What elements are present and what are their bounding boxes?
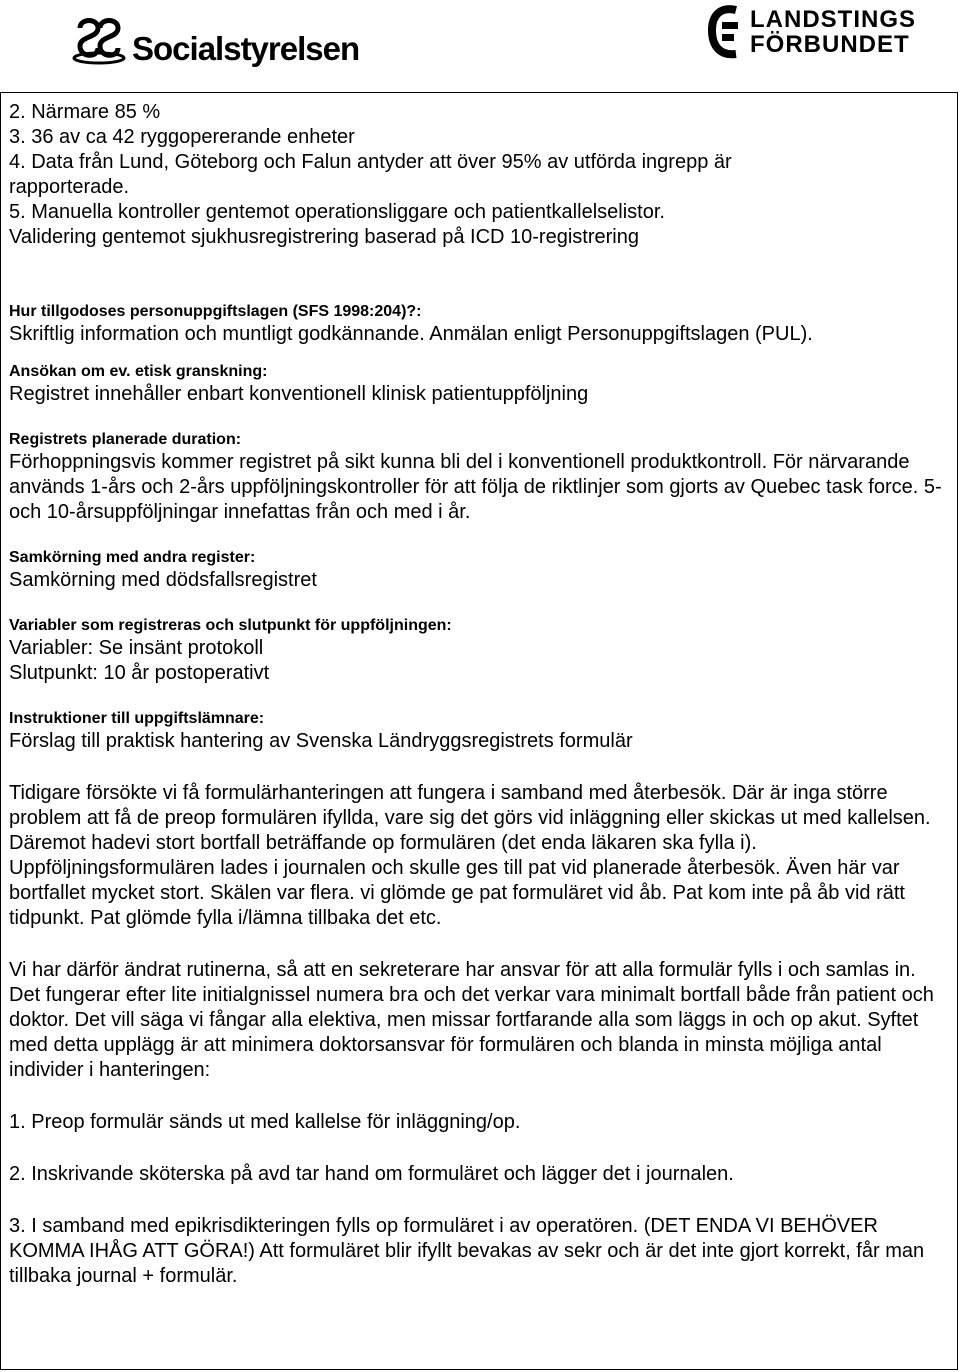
section-label: Registrets planerade duration: bbox=[9, 431, 242, 448]
list-item: 4. Data från Lund, Göteborg och Falun antyder att över 95% av utförda ingrepp är bbox=[9, 151, 732, 173]
paragraph: Tidigare försökte vi få formulärhanteringen att fungera i samband med återbesök. Där är inga större problem att få de preop formulären ifyllda, vare sig det görs vid inläggning eller skickas ut med kallelsen. Däremot hadevi stort bortfall beträffande op formulären (det enda läkaren ska fylla i). Uppföljningsformulären lades i journalen och skulle ges till pat vid planerade återbesök. Även här var bortfallet mycket stort. Skälen var flera. vi glömde ge pat formuläret vid åb. Pat kom inte på åb vid rätt tidpunkt. Pat glömde fylla i/lämna tillbaka det etc. bbox=[9, 782, 931, 929]
step-item: 1. Preop formulär sänds ut med kallelse för inläggning/op. bbox=[9, 1111, 521, 1133]
list-item: Validering gentemot sjukhusregistrering baserad på ICD 10-registrering bbox=[9, 226, 639, 248]
forbundet-wordmark: FÖRBUNDET bbox=[750, 31, 910, 58]
section-ethics bbox=[9, 362, 949, 407]
list-item: 2. Närmare 85 % bbox=[9, 101, 161, 123]
section-text: Förslag till praktisk hantering av Svenska Ländryggsregistrets formulär bbox=[9, 730, 633, 752]
step-item: 2. Inskrivande sköterska på avd tar hand om formuläret och lägger det i journalen. bbox=[9, 1163, 734, 1185]
section-text: Samkörning med dödsfallsregistret bbox=[9, 569, 317, 591]
section-instructions bbox=[9, 709, 949, 754]
section-text: Registret innehåller enbart konventionell klinisk patientuppföljning bbox=[9, 383, 589, 405]
section-text: Variabler: Se insänt protokoll bbox=[9, 637, 264, 659]
section-label: Hur tillgodoses personuppgiftslagen (SFS 1998:204)?: bbox=[9, 303, 422, 320]
page-header bbox=[0, 0, 960, 92]
section-text: Förhoppningsvis kommer registret på sikt kunna bli del i konventionell produktkontroll. För närvarande används 1-års och 2-års uppföljningskontroller för att följa de riktlinjer som gjorts av Quebec task force. 5- och 10-årsuppföljningar innefattas från och med i år. bbox=[9, 451, 942, 523]
document-content bbox=[9, 100, 949, 1289]
step-item: 3. I samband med epikrisdikteringen fylls op formuläret i av operatören. (DET ENDA VI BEHÖVER KOMMA IHÅG ATT GÖRA!) Att formuläret blir ifyllt bevakas av sekr och är det inte gjort korrekt, får man tillbaka journal + formulär. bbox=[9, 1215, 925, 1287]
landstingsforbundet-emblem-icon bbox=[706, 4, 742, 60]
paragraph: Vi har därför ändrat rutinerna, så att en sekreterare har ansvar för att alla formulär fylls i och samlas in. Det fungerar efter lite initialgnissel numera bra och det verkar vara minimalt bortfall både från patient och doktor. Det vill säga vi fångar alla elektiva, men missar fortfarande alla som läggs in och op akut. Syftet med detta upplägg är att minimera doktorsansvar för formulären och blanda in minsta möjliga antal individer i hanteringen: bbox=[9, 959, 934, 1081]
list-item: 5. Manuella kontroller gentemot operationsliggare och patientkallelselistor. bbox=[9, 201, 665, 223]
section-label: Variabler som registreras och slutpunkt för uppföljningen: bbox=[9, 617, 452, 634]
section-text: Skriftlig information och muntligt godkännande. Anmälan enligt Personuppgiftslagen (PUL). bbox=[9, 323, 813, 345]
section-label: Instruktioner till uppgiftslämnare: bbox=[9, 710, 265, 727]
section-duration bbox=[9, 430, 949, 525]
section-linkage bbox=[9, 548, 949, 593]
result-list bbox=[9, 100, 949, 250]
landstingsforbundet-logo bbox=[706, 4, 916, 60]
section-label: Ansökan om ev. etisk granskning: bbox=[9, 363, 268, 380]
socialstyrelsen-logo bbox=[72, 12, 359, 68]
section-label: Samkörning med andra register: bbox=[9, 549, 256, 566]
section-text: Slutpunkt: 10 år postoperativt bbox=[9, 662, 270, 684]
socialstyrelsen-wordmark: Socialstyrelsen bbox=[132, 30, 360, 67]
section-variables bbox=[9, 616, 949, 686]
list-item: rapporterade. bbox=[9, 176, 130, 198]
socialstyrelsen-emblem-icon bbox=[72, 14, 128, 66]
landstings-wordmark: LANDSTINGS bbox=[750, 6, 916, 33]
section-pul bbox=[9, 302, 949, 347]
list-item: 3. 36 av ca 42 ryggopererande enheter bbox=[9, 126, 355, 148]
